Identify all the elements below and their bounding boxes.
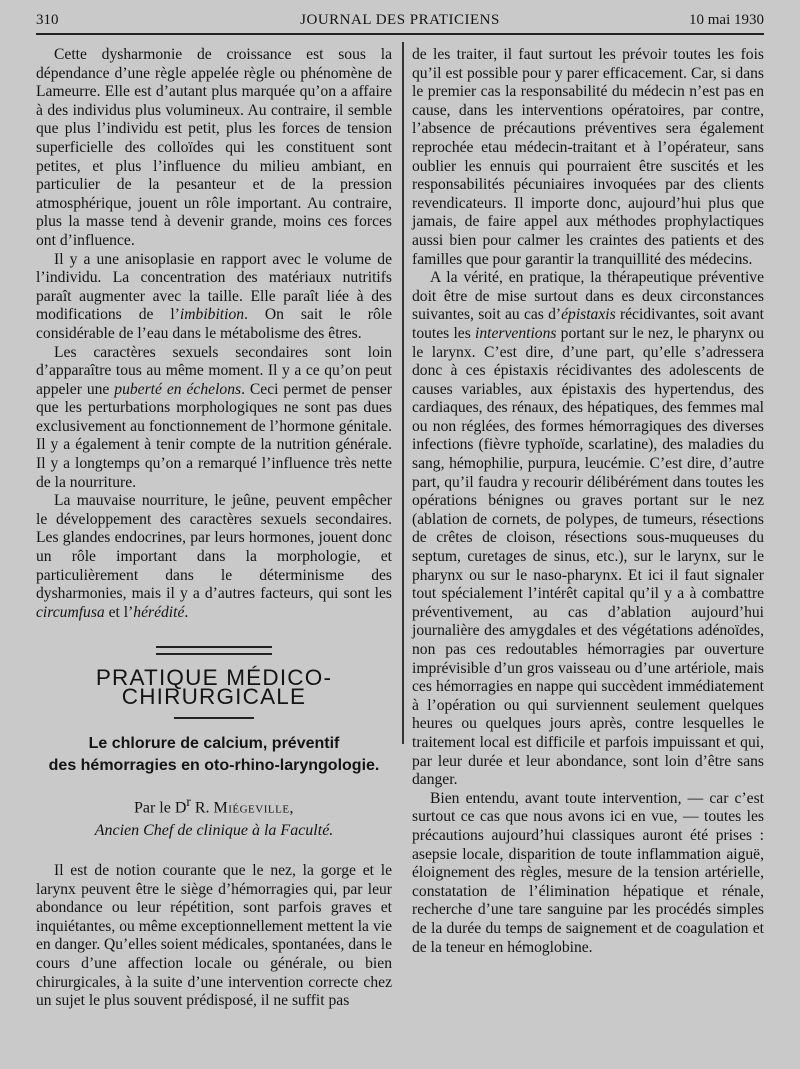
text-run: La mauvaise nourriture, le jeûne, peuvent empêcher le développement des caractères sexuels secondaires. Les glandes endocrines, par leurs hormones, jouent donc un rôle important dans la morphologie, et particulièrement dans le déterminisme des dysharmonies, mais il y a d’autres facteurs, qui sont les xyxy=(36,492,392,603)
text-run: Il y a une anisoplasie en rapport avec le volume de l’individu. La concentration des matériaux nutritifs paraît augmenter avec la taille. Elle paraît liée à des modifications de l’ xyxy=(36,250,392,324)
paragraph-anisoplasie xyxy=(36,251,392,344)
page-header xyxy=(36,12,764,34)
paragraph-caracteres-sexuels xyxy=(36,344,392,493)
article-body-start xyxy=(36,862,392,1011)
issue-date: 10 mai 1930 xyxy=(689,12,764,28)
paragraph-continuation: de les traiter, il faut surtout les prévoir toutes les fois qu’il est possible pour y parer efficacement. Car, si dans le premier cas la responsabilité du médecin n’est pas en cause, dans les interventions opératoires, par contre, l’absence de précautions préventives sera également reprochée etau médecin-traitant et à l’opérateur, sans oublier les ennuis qui pourraient être suscités et les responsabilités pécuniaires invoquées par des clients revendicateurs. Il importe donc, aujourd’hui plus que jamais, de faire appel aux méthodes prophylactiques aussi bien pour calmer les craintes des patients et des familles que pour garantir la tranquillité des médecins. xyxy=(412,46,764,268)
text-run: récidivantes, soit avant toutes les xyxy=(412,306,764,342)
byline-prefix: Par le D xyxy=(133,798,187,816)
header-rule xyxy=(36,33,764,35)
emphasis-heredite: hérédité xyxy=(133,603,185,621)
byline-initial: R. xyxy=(190,798,214,816)
text-run: . Ceci permet de penser que les perturbations morphologiques ne sont pas dues exclusivement au fonctionnement de l’hormone génitale. Il y a également à tenir compte de la nutrition générale. Il y a longtemps qu’on a remarqué l’influence très nette de la nourriture. xyxy=(36,380,392,491)
text-run: . On sait le rôle considérable de l’eau dans le métabolisme des êtres. xyxy=(36,306,392,342)
section-double-rule xyxy=(156,646,272,655)
text-run: portant sur le nez, le pharynx ou le larynx. C’est dire, d’une part, qu’elle s’adressera donc à ces épistaxis récidivantes des adolescents de causes variables, aux épistaxis des hypertendus, des cardiaques, des rénaux, des hépatiques, des femmes mal ou non réglées, des formes hémorragiques des diverses infections (fièvre typhoïde, scarlatine), des maladies du sang, hémophilie, purpura, leucémie. C’est dire, d’autre part, qu’il faudra y recourir délibérément dans toutes les opérations bénignes ou graves portant sur le nez (ablation de cornets, de polypes, de tumeurs, résections de crêtes de cloison, résections sous-muqueuses du septum, curetages de sinus, etc.), sur le larynx, sur le pharynx ou sur le naso-pharynx. Et ici il faut signaler tout spécialement l’intérêt capital qu’il y a à combattre préventivement, au cas d’ablation aujourd’hui journalière des amygdales et des végétations adénoïdes, non pas ces redoutables hémorragies par ouverture imprévisible d’un gros vaisseau ou d’une artériole, mais ces hémorragies en nappe qui succèdent immédiatement à l’opération ou qui surviennent seulement quelques heures ou quelques jours après, contre lesquelles le traitement local est difficile et parfois impuissant et qui, par leur durée et leur abondance, sont loin d’être sans danger. xyxy=(412,324,764,789)
paragraph-nourriture xyxy=(36,492,392,622)
article-title-line-1: Le chlorure de calcium, préventif xyxy=(88,734,340,752)
byline-superscript: r xyxy=(186,793,191,809)
column-divider xyxy=(402,42,404,744)
emphasis-imbibition: imbibition xyxy=(179,306,245,324)
article-title-line-2: des hémorragies en oto-rhino-laryngologie. xyxy=(48,756,380,774)
paragraph-dysharmonie: Cette dysharmonie de croissance est sous la dépendance d’une règle appelée règle ou phénomène de Lameurre. Elle est d’autant plus marquée qu’on a affaire à des individus plus volumineux. Au contraire, il semble que plus l’individu est petit, plus les forces de tension superficielle des colloïdes qui les constituent sont petites, et plus l’influence du milieu ambiant, en particulier de la pesanteur et de la pression atmosphérique, jouent un rôle important. Au contraire, plus la masse tend à devenir grande, moins ces forces ont d’influence. xyxy=(36,46,392,249)
author-name: Miégeville, xyxy=(213,798,295,816)
page-number: 310 xyxy=(36,12,59,28)
journal-title: JOURNAL DES PRATICIENS xyxy=(300,12,500,28)
left-column xyxy=(36,46,392,1011)
emphasis-circumfusa: circumfusa xyxy=(36,603,105,621)
right-column xyxy=(412,46,764,957)
emphasis-epistaxis: épistaxis xyxy=(561,306,616,324)
section-title: PRATIQUE MÉDICO-CHIRURGICALE xyxy=(95,665,333,709)
paragraph-therapeutique-preventive xyxy=(412,269,764,790)
text-run: . xyxy=(184,603,189,621)
text-run: A la vérité, en pratique, la thérapeutique préventive doit être de mise surtout dans es deux circonstances suivantes, soit au cas d’ xyxy=(412,269,764,324)
text-run: Les caractères sexuels secondaires sont loin d’apparaître tous au même moment. Il y a ce qu’on peut appeler une xyxy=(36,343,392,398)
paragraph-article-intro: Il est de notion courante que le nez, la gorge et le larynx peuvent être le siège d’hémorragies qui, par leur abondance ou leur répétition, sont parfois graves et inquiétantes, ou même exceptionnellement mettent la vie en danger. Qu’elles soient médicales, spontanées, dans le cours d’une affection locale ou générale, ou bien chirurgicales, à la suite d’une intervention correcte chez un sujet le plus souvent prédisposé, il ne suffit pas xyxy=(36,862,392,1010)
article-title xyxy=(36,733,392,777)
emphasis-interventions: interventions xyxy=(475,324,557,342)
text-run: et l’ xyxy=(104,603,134,621)
author-byline xyxy=(36,793,392,818)
author-affiliation: Ancien Chef de clinique à la Faculté. xyxy=(94,821,334,839)
paragraph-precautions: Bien entendu, avant toute intervention, — car c’est surtout ce cas que nous avons ici en vue, — toutes les précautions aujourd’hui classiques auront été prises : asepsie locale, disparition de toute inflammation aiguë, éloignement des règles, mesure de la tension artérielle, constatation de l’élimination hépatique et rénale, recherche d’une tare sanguine par les procédés simples de la durée du temps de saignement et de coagulation et de la teneur en hémoglobine. xyxy=(412,789,764,956)
emphasis-puberte: puberté en échelons xyxy=(114,380,242,398)
section-rule xyxy=(174,717,254,719)
